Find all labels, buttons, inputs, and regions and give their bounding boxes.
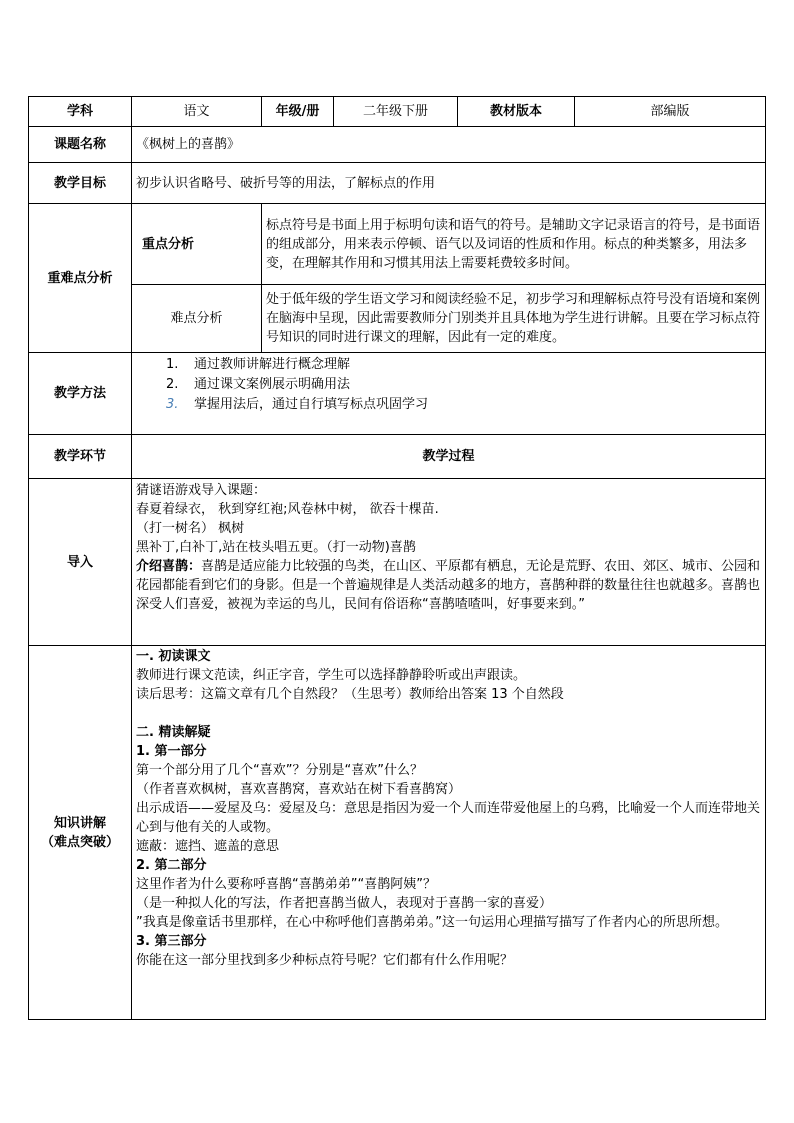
- knowledge-row: [29, 646, 766, 1020]
- grade-value: 二年级下册: [334, 97, 458, 127]
- section1-line: 读后思考：这篇文章有几个自然段？（生思考）教师给出答案 13 个自然段: [136, 687, 564, 702]
- hard-point-row: [29, 285, 766, 353]
- process-title: 教学过程: [132, 435, 766, 479]
- key-point-row: [29, 204, 766, 285]
- title-row: [29, 127, 766, 163]
- section1-line: 教师进行课文范读，纠正字音，学生可以选择静静聆听或出声跟读。: [136, 668, 527, 683]
- part1-line: 出示成语——爱屋及乌：爱屋及乌：意思是指因为爱一个人而连带爱他屋上的乌鸦，比喻爱一个人而连带地关心到与他有关的人或物。: [136, 801, 761, 835]
- goal-value: 初步认识省略号、破折号等的用法，了解标点的作用: [132, 163, 766, 204]
- intro-content: [132, 479, 766, 646]
- header-row: [29, 97, 766, 127]
- title-value: 《枫树上的喜鹊》: [132, 127, 766, 163]
- intro-line: 猜谜语游戏导入课题：: [136, 483, 267, 498]
- lesson-plan-table: [28, 96, 766, 1020]
- difficulty-label: 重难点分析: [29, 204, 132, 353]
- intro-row: [29, 479, 766, 646]
- method-item-text: 通过课文案例展示明确用法: [194, 377, 351, 392]
- knowledge-label: [29, 646, 132, 1020]
- grade-label: 年级/册: [262, 97, 334, 127]
- method-list: [136, 355, 761, 415]
- key-point-label: 重点分析: [132, 204, 262, 285]
- intro-line: （打一树名） 枫树: [136, 521, 245, 536]
- part1-line: 遮蔽：遮挡、遮盖的意思: [136, 839, 280, 854]
- part1-line: 第一个部分用了几个“喜欢”？分别是“喜欢”什么？: [136, 763, 423, 778]
- hard-point-text: 处于低年级的学生语文学习和阅读经验不足，初步学习和理解标点符号没有语境和案例在脑海中呈现，因此需要教师分门别类并且具体地为学生进行讲解。且要在学习标点符号知识的同时进行课文的理解，因此有一定的难度。: [262, 285, 766, 353]
- process-stage-label: 教学环节: [29, 435, 132, 479]
- section2-title: 二. 精读解疑: [136, 725, 211, 740]
- method-item-text: 掌握用法后，通过自行填写标点巩固学习: [194, 397, 429, 412]
- method-item: [166, 375, 761, 395]
- subject-value: 语文: [132, 97, 262, 127]
- part1-title: 1. 第一部分: [136, 744, 207, 759]
- method-item: [166, 395, 761, 415]
- intro-label: 导入: [29, 479, 132, 646]
- bird-intro-label: 介绍喜鹊：: [136, 559, 202, 574]
- subject-label: 学科: [29, 97, 132, 127]
- part2-line: 这里作者为什么要称呼喜鹊“喜鹊弟弟”“喜鹊阿姨”？: [136, 877, 436, 892]
- knowledge-label-line1: 知识讲解: [53, 815, 106, 831]
- process-header-row: [29, 435, 766, 479]
- section1-title: 一. 初读课文: [136, 649, 211, 664]
- method-item-number: 3.: [166, 397, 179, 412]
- part2-line: （是一种拟人化的写法，作者把喜鹊当做人，表现对于喜鹊一家的喜爱）: [136, 896, 553, 911]
- method-item-number: 1.: [166, 357, 179, 372]
- part3-line: 你能在这一部分里找到多少种标点符号呢？它们都有什么作用呢？: [136, 953, 514, 968]
- part1-line: （作者喜欢枫树，喜欢喜鹊窝，喜欢站在树下看喜鹊窝）: [136, 782, 462, 797]
- intro-line: 黑补丁,白补丁,站在枝头唱五更。（打一动物)喜鹊: [136, 540, 416, 555]
- edition-label: 教材版本: [458, 97, 575, 127]
- method-item-text: 通过教师讲解进行概念理解: [194, 357, 351, 372]
- method-row: [29, 353, 766, 435]
- part3-title: 3. 第三部分: [136, 934, 207, 949]
- method-item: [166, 355, 761, 375]
- method-item-number: 2.: [166, 377, 179, 392]
- bird-intro-text: 喜鹊是适应能力比较强的鸟类，在山区、平原都有栖息，无论是荒野、农田、郊区、城市、公园和花园都能看到它们的身影。但是一个普遍规律是人类活动越多的地方，喜鹊种群的数量往往也就越多。喜鹊也深受人们喜爱，被视为幸运的鸟儿，民间有俗语称“喜鹊喳喳叫，好事要来到。”: [136, 559, 761, 612]
- goal-row: [29, 163, 766, 204]
- edition-value: 部编版: [575, 97, 766, 127]
- method-label: 教学方法: [29, 353, 132, 435]
- part2-title: 2. 第二部分: [136, 858, 207, 873]
- intro-line: 春夏着绿衣， 秋到穿红袍;风卷林中树， 欲吞十棵苗.: [136, 502, 439, 517]
- key-point-text: 标点符号是书面上用于标明句读和语气的符号。是辅助文字记录语言的符号，是书面语的组成部分，用来表示停顿、语气以及词语的性质和作用。标点的种类繁多，用法多变，在理解其作用和习惯其用法上需要耗费较多时间。: [262, 204, 766, 285]
- knowledge-content: [132, 646, 766, 1020]
- hard-point-label: 难点分析: [132, 285, 262, 353]
- method-list-cell: [132, 353, 766, 435]
- bird-intro-paragraph: [136, 557, 761, 614]
- knowledge-label-line2: （难点突破）: [40, 834, 119, 850]
- goal-label: 教学目标: [29, 163, 132, 204]
- title-label: 课题名称: [29, 127, 132, 163]
- part2-line: ”我真是像童话书里那样，在心中称呼他们喜鹊弟弟。”这一句运用心理描写描写了作者内心的所思所想。: [136, 915, 728, 930]
